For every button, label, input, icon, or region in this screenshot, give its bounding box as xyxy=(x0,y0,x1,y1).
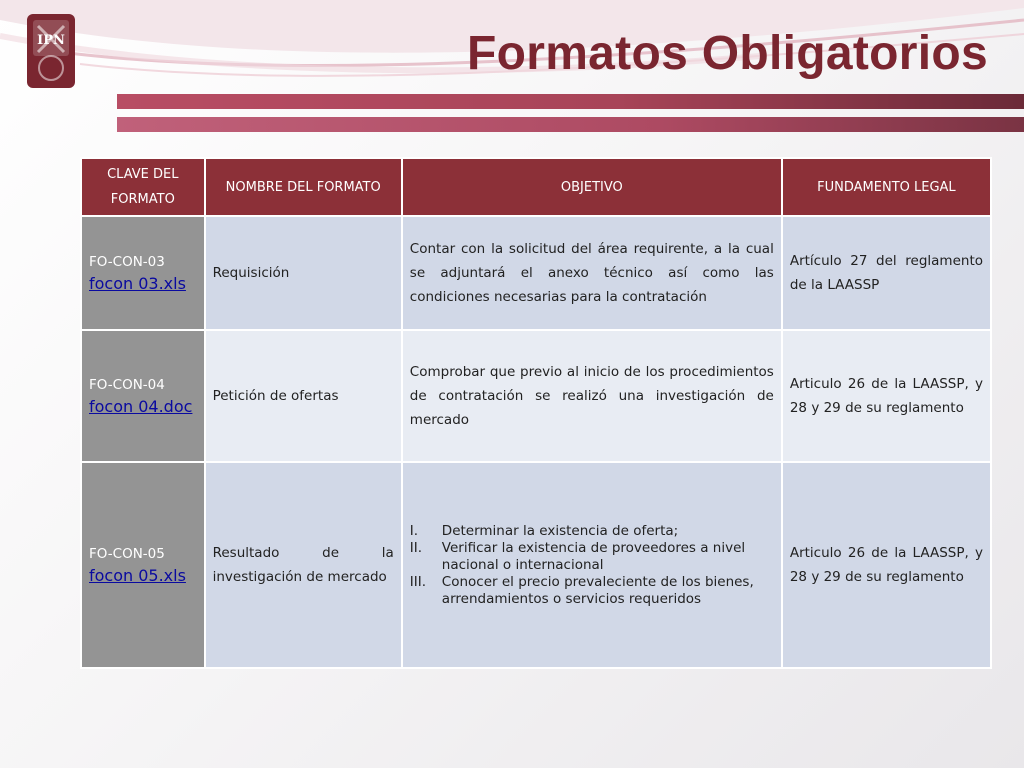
header-objetivo: OBJETIVO xyxy=(403,159,781,215)
format-objective: Contar con la solicitud del área requirente, a la cual se adjuntará el anexo técnico así como las condiciones necesarias para la contratación xyxy=(403,217,781,329)
table-row xyxy=(82,331,990,461)
list-item xyxy=(410,540,774,574)
format-file-link[interactable]: focon 05.xls xyxy=(89,565,186,585)
format-objective: Comprobar que previo al inicio de los procedimientos de contratación se realizó una investigación de mercado xyxy=(403,331,781,461)
header-clave: CLAVE DEL FORMATO xyxy=(82,159,204,215)
logo-text: IPN xyxy=(37,33,65,48)
format-name: Requisición xyxy=(206,217,401,329)
format-file-link[interactable]: focon 03.xls xyxy=(89,273,186,293)
format-file-link[interactable]: focon 04.doc xyxy=(89,396,193,416)
table-header-row xyxy=(82,159,990,215)
format-code: FO-CON-05 xyxy=(89,545,165,562)
format-name: Resultado de la investigación de mercado xyxy=(206,463,401,667)
list-item xyxy=(410,574,774,608)
format-objective-list xyxy=(403,463,781,667)
list-item-number: I. xyxy=(409,522,419,539)
objective-list xyxy=(410,523,774,608)
page-title: Formatos Obligatorios xyxy=(466,27,988,80)
format-code: FO-CON-04 xyxy=(89,376,165,393)
list-item-text: Conocer el precio prevaleciente de los bienes, arrendamientos o servicios requeridos xyxy=(441,573,754,607)
header-nombre: NOMBRE DEL FORMATO xyxy=(206,159,401,215)
table-row xyxy=(82,217,990,329)
header-fundamento: FUNDAMENTO LEGAL xyxy=(783,159,990,215)
format-code: FO-CON-03 xyxy=(89,253,165,270)
format-name: Petición de ofertas xyxy=(206,331,401,461)
list-item-text: Verificar la existencia de proveedores a nivel nacional o internacional xyxy=(441,539,746,573)
list-item-text: Determinar la existencia de oferta; xyxy=(441,522,679,539)
list-item xyxy=(410,523,774,540)
ipn-logo-icon xyxy=(24,12,78,90)
list-item-number: II. xyxy=(409,539,423,556)
format-legal: Articulo 26 de la LAASSP, y 28 y 29 de su reglamento xyxy=(783,463,990,667)
formats-table xyxy=(80,157,992,669)
code-cell xyxy=(82,217,204,329)
format-legal: Articulo 26 de la LAASSP, y 28 y 29 de su reglamento xyxy=(783,331,990,461)
code-cell xyxy=(82,331,204,461)
decorative-bar-top xyxy=(117,94,1024,109)
decorative-bar-bottom xyxy=(117,117,1024,132)
list-item-number: III. xyxy=(409,573,427,590)
table-row xyxy=(82,463,990,667)
code-cell xyxy=(82,463,204,667)
format-legal: Artículo 27 del reglamento de la LAASSP xyxy=(783,217,990,329)
